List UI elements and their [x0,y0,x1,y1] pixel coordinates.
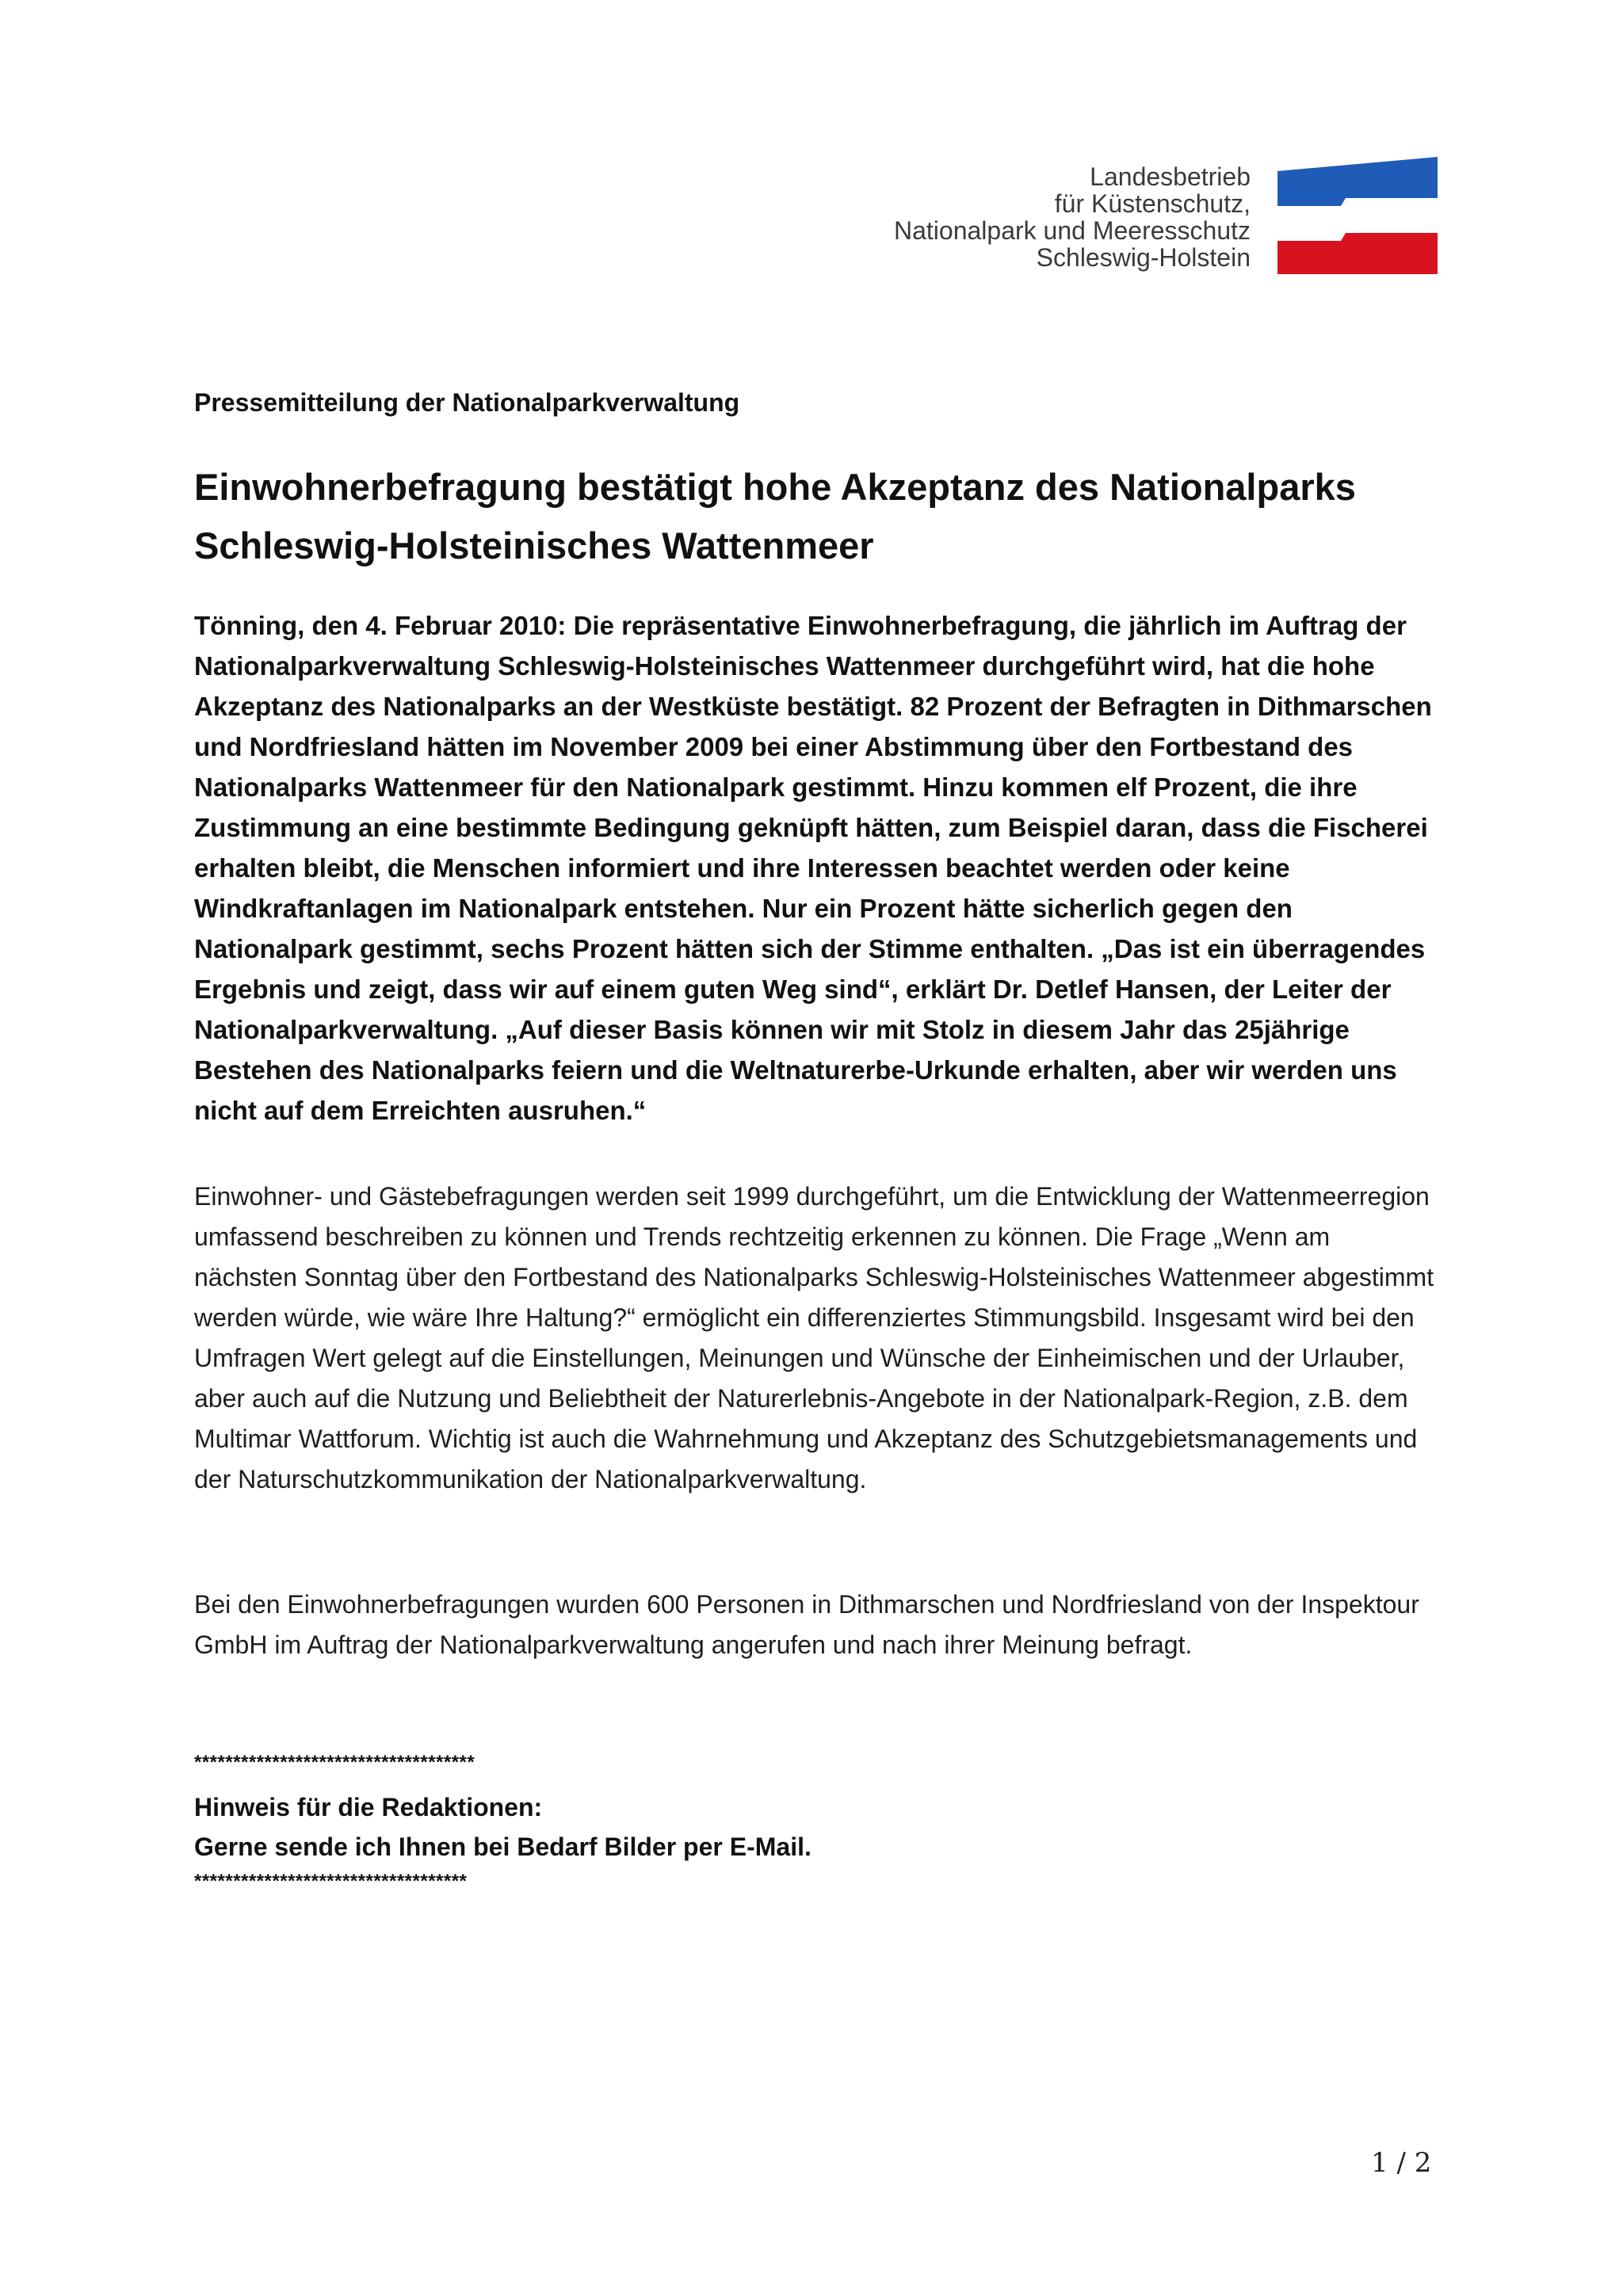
org-line: Landesbetrieb [1090,162,1251,191]
body-paragraph: Einwohner- und Gästebefragungen werden seit 1999 durchgeführt, um die Entwicklung der Wattenmeerregion umfassend beschreiben zu können und Trends rechtzeitig erkennen zu können. Die Frage „Wenn am nächsten Sonntag über den Fortbestand des Nationalparks Schleswig-Holsteinisches Wattenmeer abgestimmt werden würde, wie wäre Ihre Haltung?“ ermöglicht ein differenziertes Stimmungsbild. Insgesamt wird bei den Umfragen Wert gelegt auf die Einstellungen, Meinungen und Wünsche der Einheimischen und der Urlauber, aber auch auf die Nutzung und Beliebtheit der Naturerlebnis-Angebote in der Nationalpark-Region, z.B. dem Multimar Wattforum. Wichtig ist auch die Wahrnehmung und Akzeptanz des Schutzgebietsmanagements und der Naturschutzkommunikation der Nationalparkverwaltung. [194,1182,1434,1493]
state-flag-logo [1277,157,1438,274]
logo-blue-stripe [1277,157,1438,206]
headline: Einwohnerbefragung bestätigt hohe Akzeptanz des Nationalparks Schleswig-Holsteinisches Wattenmeer [194,466,1356,566]
document-kicker: Pressemitteilung der Nationalparkverwaltung [194,388,740,417]
org-name [838,163,1251,271]
page-number: 1 / 2 [1371,2147,1432,2179]
body-paragraph: Bei den Einwohnerbefragungen wurden 600 Personen in Dithmarschen und Nordfriesland von der Inspektour GmbH im Auftrag der Nationalparkverwaltung angerufen und nach ihrer Meinung befragt. [194,1590,1419,1659]
editor-note-title: Hinweis für die Redaktionen: [194,1793,543,1821]
editor-note-text: Gerne sende ich Ihnen bei Bedarf Bilder per E-Mail. [194,1833,812,1861]
lead-paragraph: Tönning, den 4. Februar 2010: Die repräsentative Einwohnerbefragung, die jährlich im Auftrag der Nationalparkverwaltung Schleswig-Holsteinisches Wattenmeer durchgeführt wird, hat die hohe Akzeptanz des Nationalparks an der Westküste bestätigt. 82 Prozent der Befragten in Dithmarschen und Nordfriesland hätten im November 2009 bei einer Abstimmung über den Fortbestand des Nationalparks Wattenmeer für den Nationalpark gestimmt. Hinzu kommen elf Prozent, die ihre Zustimmung an eine bestimmte Bedingung geknüpft hätten, zum Beispiel daran, dass die Fischerei erhalten bleibt, die Menschen informiert und ihre Interessen beachtet werden oder keine Windkraftanlagen im Nationalpark entstehen. Nur ein Prozent hätte sicherlich gegen den Nationalpark gestimmt, sechs Prozent hätten sich der Stimme enthalten. „Das ist ein überragendes Ergebnis und zeigt, dass wir auf einem guten Weg sind“, erklärt Dr. Detlef Hansen, der Leiter der Nationalparkverwaltung. „Auf dieser Basis können wir mit Stolz in diesem Jahr das 25jährige Bestehen des Nationalparks feiern und die Weltnaturerbe-Urkunde erhalten, aber wir werden uns nicht auf dem Erreichten ausruhen.“ [194,611,1432,1125]
logo-red-stripe [1277,233,1438,274]
org-line: für Küstenschutz, [1054,189,1251,218]
org-line: Nationalpark und Meeresschutz [893,216,1251,245]
separator-stars: ************************************ [194,1752,475,1773]
org-line: Schleswig-Holstein [1036,243,1251,272]
separator-stars: *********************************** [194,1871,468,1892]
